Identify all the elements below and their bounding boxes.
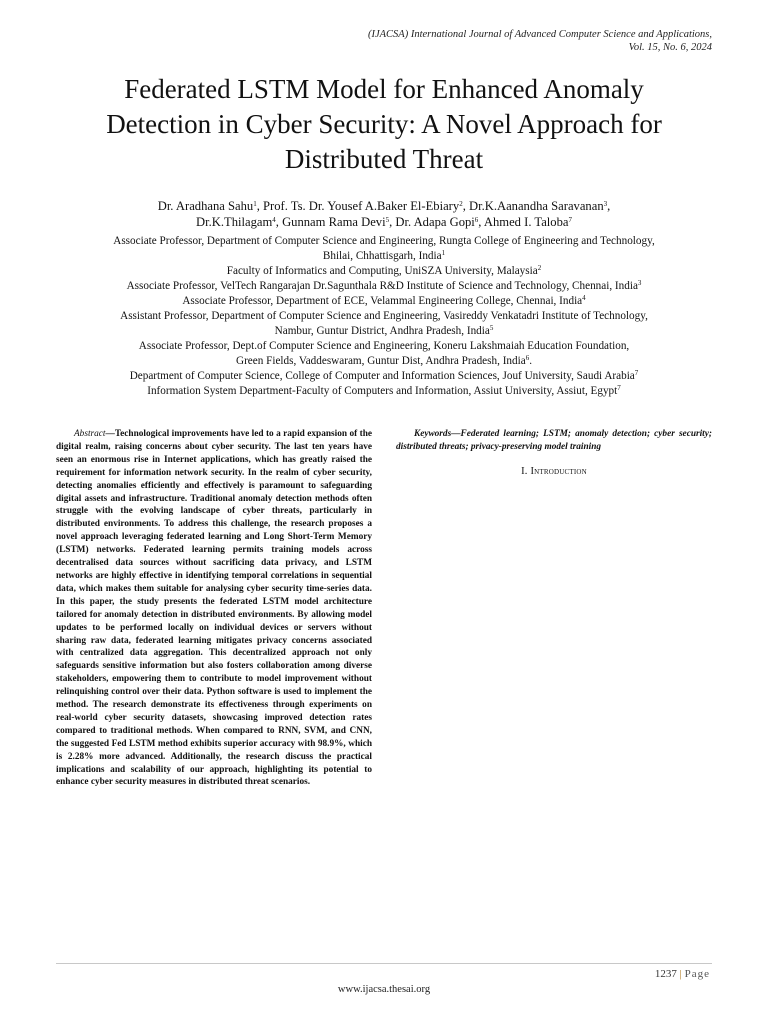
page-word: Page (684, 968, 710, 980)
author-sup: 1 (253, 200, 257, 208)
title-line-3: Distributed Threat (284, 144, 484, 174)
footer-divider (56, 963, 712, 964)
page-number-value: 1237 (654, 968, 677, 980)
abstract-text: Technological improvements have led to a rapid expansion of the digital realm, raising concerns about cyber security. The last ten years have seen an enormous rise in Internet applications, which has greatly raised the requirement for information network security. In the realm of cyber security, detecting anomalies efficiently and effectively is paramount to safeguarding digital assets and infrastructure. Traditional anomaly detection methods often struggle with the evolving landscape of cyber threats, particularly in distributed environments. To address this challenge, the research proposes a novel approach leveraging federated learning and Long Short-Term Memory (LSTM) networks. Federated learning permits training models across decentralised data sources without sacrificing data privacy, and LSTM networks are highly effective in identifying temporal correlations in sequential data, which makes them suitable for analysing cyber security time-series data. In this paper, the study presents the federated LSTM model architecture tailored for anomaly detection in distributed environments. By allowing model updates to be performed locally on individual devices or servers without sharing raw data, federated learning mitigates privacy concerns associated with centralized data aggregation. This decentralized approach not only safeguards sensitive information but also fosters collaboration among diverse stakeholders, empowering them to contribute to model improvement without relinquishing control over their data. Python software is used to implement the method. The research demonstrate its effectiveness through experiments on real-world cyber security datasets, showcasing improved detection rates compared to traditional methods. When compared to RNN, SVM, and CNN, the suggested Fed LSTM method exhibits superior accuracy with 98.9%, which is 2.28% more advanced. Additionally, the research discuss the practical implications and scalability of our approach, highlighting its potential to enhance cyber security measures in distributed threat scenarios. (56, 429, 372, 788)
affiliation-line: Nambur, Guntur District, Andhra Pradesh, India$^5$ (274, 324, 494, 337)
affiliation-line: Faculty of Informatics and Computing, UniSZA University, Malaysia$^2$ (226, 264, 542, 277)
title-line-2: Detection in Cyber Security: A Novel Approach for (106, 109, 662, 139)
affiliation-line: Information System Department-Faculty of Computers and Information, Assiut University, Assiut, Egypt$^7$ (147, 384, 621, 397)
abstract-label: Abstract (74, 429, 106, 439)
right-column (396, 428, 712, 477)
affiliation-line: Assistant Professor, Department of Computer Science and Engineering, Vasireddy Venkatadri Institute of Technology, (120, 310, 648, 322)
affiliation-line: Associate Professor, VelTech Rangarajan Dr.Sagunthala R&D Institute of Science and Technology, Chennai, India$^3$ (126, 279, 642, 292)
section-number: I. (521, 465, 528, 477)
keywords-text: Federated learning; LSTM; anomaly detection; cyber security; distributed threats; privacy-preserving model training (396, 429, 712, 452)
section-title: Introduction (530, 465, 587, 477)
section-heading (396, 466, 712, 477)
author-name: Gunnam Rama Devi (282, 215, 386, 229)
journal-header (368, 28, 712, 54)
author-sup: 2 (459, 200, 463, 208)
journal-name: (IJACSA) International Journal of Advanced Computer Science and Applications, (367, 29, 712, 40)
affiliation-list (40, 234, 728, 399)
journal-url: www.ijacsa.thesai.org (337, 984, 431, 995)
affiliation-line: Associate Professor, Dept.of Computer Science and Engineering, Koneru Lakshmaiah Education Foundation, (138, 340, 630, 352)
keywords-label: Keywords— (414, 429, 461, 439)
page-separator: | (679, 968, 682, 980)
abstract-column (56, 428, 372, 789)
author-name: Dr. Aradhana Sahu (157, 199, 254, 213)
author-name: Prof. Ts. Dr. Yousef A.Baker El-Ebiary (263, 199, 460, 213)
author-name: Dr. Adapa Gopi (395, 215, 475, 229)
author-sup: 6 (474, 216, 479, 224)
keywords-block (396, 428, 712, 454)
affiliation-line: Associate Professor, Department of Computer Science and Engineering, Rungta College of Engineering and Technology, (113, 235, 655, 247)
abstract-dash: — (105, 429, 115, 439)
author-sup: 4 (272, 216, 276, 224)
author-sup: 3 (603, 200, 608, 208)
affiliation-line: Bhilai, Chhattisgarh, India$^1$ (322, 249, 446, 262)
journal-volume: Vol. 15, No. 6, 2024 (628, 42, 712, 53)
affiliation-line: Green Fields, Vaddeswaram, Guntur Dist, Andhra Pradesh, India$^6$. (236, 354, 532, 367)
author-name: Ahmed I. Taloba (483, 215, 569, 229)
affiliation-line: Associate Professor, Department of ECE, Velammal Engineering College, Chennai, India$^4$ (182, 294, 586, 307)
author-name: Dr.K.Aanandha Saravanan (468, 199, 604, 213)
page-number (655, 968, 710, 980)
paper-title (40, 72, 728, 177)
affiliation-line: Department of Computer Science, College of Computer and Information Sciences, Jouf University, Saudi Arabia$^7$ (129, 369, 639, 382)
author-sup: 5 (385, 216, 390, 224)
title-line-1: Federated LSTM Model for Enhanced Anomaly (124, 74, 644, 104)
author-name: Dr.K.Thilagam (196, 215, 273, 229)
author-sup: 7 (568, 216, 572, 224)
author-list: Dr. Aradhana Sahu$^1$, Prof. Ts. Dr. Yousef A.Baker El-Ebiary$^2$, Dr.K.Aanandha Saravanan$^3$, Dr.K.Thilagam$^4$, Gunnam Rama Devi$^5$, Dr. Adapa Gopi$^6$, Ahmed I. Taloba$^7$ (157, 199, 611, 229)
